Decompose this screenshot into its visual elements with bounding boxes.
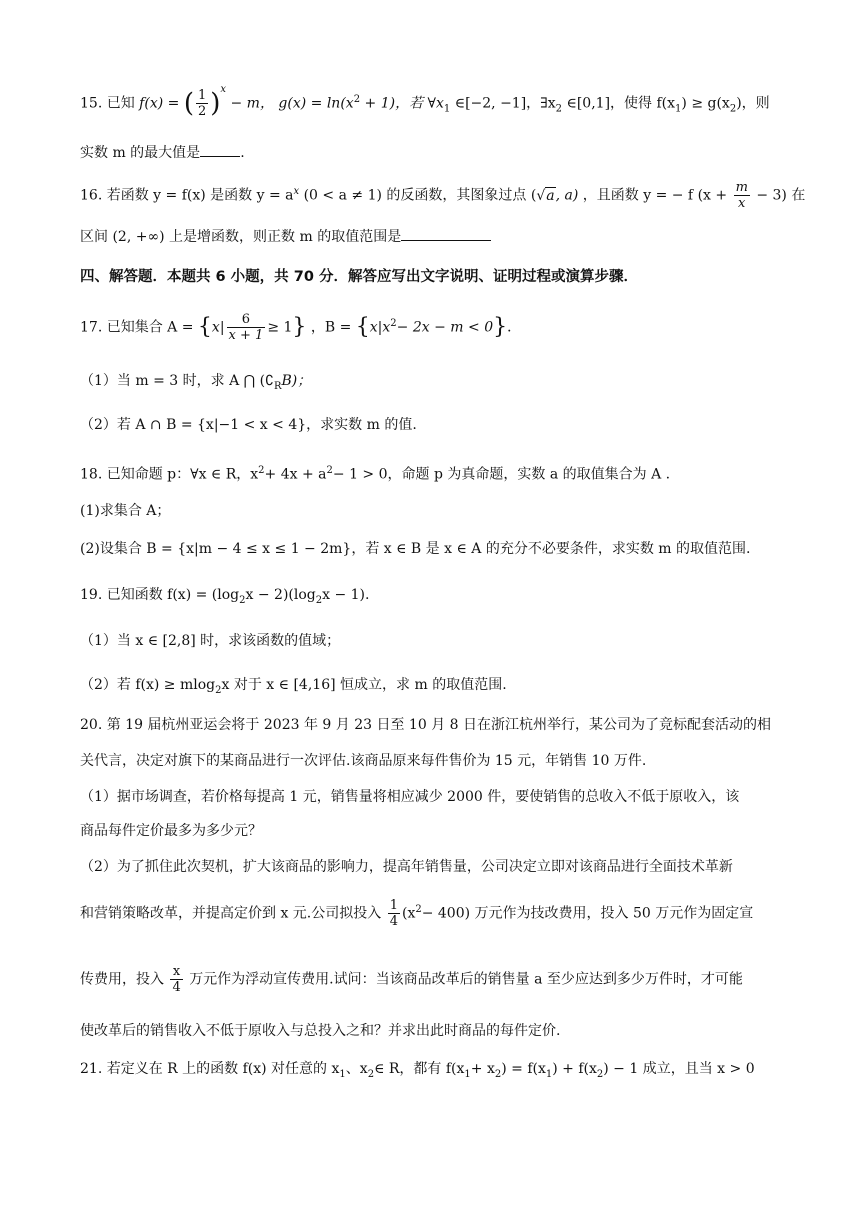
q17-text: B)；: [281, 373, 312, 389]
q15-f-expr: f(x) =: [139, 95, 180, 112]
subscript: 2: [315, 594, 323, 606]
brace-close: }: [493, 314, 508, 340]
frac-denominator: 4: [389, 914, 398, 929]
subscript: 2: [596, 1068, 604, 1080]
question-number: 17.: [80, 319, 103, 336]
q20-line7: [80, 964, 790, 995]
q20-line1: 20. 第 19 届杭州亚运会将于 2023 年 9 月 23 日至 10 月 8 日在浙江杭州举行，某公司为了竞标配套活动的相: [80, 717, 772, 733]
subscript: 2: [215, 684, 222, 696]
q21-text: ) = f(x: [501, 1061, 546, 1077]
q18-text: − 1 > 0，命题 p 为真命题，实数 a 的取值集合为 A .: [332, 466, 671, 483]
q17-text: 已知集合 A =: [106, 319, 194, 336]
q15-text: − m，: [230, 95, 274, 112]
brace-close: }: [292, 314, 307, 340]
q17-fraction: [227, 312, 266, 343]
q20-line8: 使改革后的销售收入不低于原收入与总投入之和？并求出此时商品的每件定价.: [80, 1023, 561, 1039]
exponent: 2: [390, 317, 397, 329]
frac-numerator: 6: [227, 312, 266, 328]
q17-line1: [80, 312, 790, 343]
subscript: 2: [555, 103, 563, 115]
exponent: 2: [353, 93, 361, 105]
section-heading: 四、解答题．本题共 6 小题，共 70 分．解答应写出文字说明、证明过程或演算步骤．: [80, 269, 638, 285]
q17-text: （1）当 m = 3 时，求 A ⋂ (∁: [80, 373, 274, 389]
q15-text: .: [240, 145, 245, 161]
radicand: a: [546, 187, 555, 204]
q19-part2: [80, 674, 790, 702]
brace-open: {: [355, 314, 370, 340]
q20-text: 万元作为浮动宣传费用.试问：当该商品改革后的销售量 a 至少应达到多少万件时，才可能: [189, 971, 743, 988]
q20-text: 和营销策略改革，并提高定价到 x 元.公司拟投入: [80, 905, 382, 922]
exponent: 2: [415, 903, 422, 915]
q16-point: , a): [555, 187, 579, 204]
frac-numerator: x: [170, 964, 182, 980]
frac-denominator: 2: [197, 104, 207, 119]
subscript: 2: [729, 103, 737, 115]
exponent: x: [220, 83, 227, 95]
q20-line4: 商品每件定价最多为多少元？: [80, 823, 262, 839]
q20-line6: [80, 898, 790, 929]
exponent: x: [293, 185, 300, 197]
subscript: R: [273, 380, 282, 392]
q19-text: （2）若 f(x) ≥ mlog: [80, 677, 216, 693]
subscript: 2: [494, 1068, 502, 1080]
q19-line1: [80, 584, 790, 612]
q17-text: ，B =: [310, 319, 352, 336]
exponent: 2: [326, 465, 333, 476]
q15-text: )，则: [736, 95, 770, 112]
paren-open: (: [183, 88, 194, 119]
q16-line2: [80, 226, 790, 248]
q16-point: (: [530, 187, 537, 204]
q16-text: (0 < a ≠ 1) 的反函数，其图象过点: [303, 187, 527, 204]
question-number: 16.: [80, 187, 103, 204]
q21-line1: [80, 1058, 790, 1086]
q18-text: + 4x + a: [264, 466, 327, 483]
q17-part2: （2）若 A ∩ B = {x|−1 < x < 4}，求实数 m 的值.: [80, 417, 417, 433]
q18-part2: (2)设集合 B = {x|m − 4 ≤ x ≤ 1 − 2m}，若 x ∈ B 是 x ∈ A 的充分不必要条件，求实数 m 的取值范围.: [80, 541, 751, 557]
subscript: 1: [675, 103, 682, 115]
q19-text: x 对于 x ∈ [4,16] 恒成立，求 m 的取值范围.: [221, 677, 507, 693]
q20-line2: 关代言，决定对旗下的某商品进行一次评估.该商品原来每件售价为 15 元，年销售 10 万件.: [80, 753, 647, 769]
answer-blank: [401, 226, 491, 241]
q18-part1: (1)求集合 A；: [80, 503, 171, 519]
answer-blank: [200, 142, 240, 157]
q15-line2: [80, 142, 790, 164]
q16-line1: [80, 180, 806, 211]
q15-line1: [80, 83, 790, 120]
q20-text: − 400) 万元作为技改费用，投入 50 万元作为固定宣: [421, 905, 754, 922]
q15-text: ∈[−2, −1]，∃x: [454, 95, 556, 112]
sqrt-symbol: √a: [536, 187, 555, 204]
q20-fraction: [170, 964, 182, 995]
frac-denominator: x + 1: [228, 328, 264, 343]
q17-part1: [80, 370, 790, 398]
q16-text: − 3) 在: [756, 187, 806, 204]
frac-numerator: m: [735, 180, 748, 195]
q18-text: 18. 已知命题 p：∀x ∈ R，x: [80, 466, 259, 483]
frac-denominator: x: [738, 196, 746, 211]
subscript: 1: [339, 1068, 346, 1080]
q21-text: + x: [470, 1061, 495, 1077]
frac-numerator: 1: [197, 88, 207, 103]
q21-text: ∈ R，都有 f(x: [374, 1061, 465, 1077]
q19-text: 19. 已知函数 f(x) = (log: [80, 587, 240, 603]
q15-text: 已知: [106, 95, 135, 112]
q21-text: ) − 1 成立，且当 x > 0: [603, 1061, 755, 1077]
q19-text: x − 2)(log: [245, 587, 316, 603]
q19-part1: （1）当 x ∈ [2,8] 时，求该函数的值域；: [80, 633, 341, 649]
q15-fraction: [196, 88, 208, 119]
exponent: 2: [258, 465, 265, 476]
q21-text: 21. 若定义在 R 上的函数 f(x) 对任意的 x: [80, 1061, 340, 1077]
q21-text: ) + f(x: [552, 1061, 597, 1077]
q21-text: 、x: [345, 1061, 368, 1077]
subscript: 1: [443, 103, 451, 115]
set-a-text: x|: [211, 319, 225, 336]
q15-g-expr: g(x) = ln(x: [278, 95, 354, 112]
subscript: 2: [239, 594, 246, 606]
set-a-text: ≥ 1: [267, 319, 293, 336]
brace-open: {: [197, 314, 212, 340]
q19-text: x − 1).: [322, 587, 370, 603]
frac-denominator: 4: [172, 980, 181, 995]
q20-line3: （1）据市场调查，若价格每提高 1 元，销售量将相应减少 2000 件，要使销售的总收入不低于原收入，该: [80, 789, 740, 805]
q17-text: ．: [507, 319, 522, 336]
question-number: 15.: [80, 95, 103, 112]
q18-line1: [80, 460, 790, 486]
q20-text: (x: [401, 905, 416, 922]
q16-text: 若函数 y = f(x) 是函数 y = a: [106, 187, 294, 204]
q16-fraction: [734, 180, 750, 211]
subscript: 2: [367, 1068, 375, 1080]
set-b-text: − 2x − m < 0: [396, 319, 494, 336]
frac-numerator: 1: [389, 898, 398, 913]
q16-text: ，且函数 y = − f (x +: [582, 187, 728, 204]
subscript: 1: [545, 1068, 553, 1080]
q20-fraction: [388, 898, 400, 929]
q15-text: + 1)，若 ∀x: [364, 95, 444, 112]
q15-text: 实数 m 的最大值是: [80, 145, 201, 161]
paren-close: ): [210, 88, 221, 119]
q20-text: 传费用，投入: [80, 971, 164, 988]
q15-text: ) ≥ g(x: [681, 95, 730, 112]
q16-text: 区间 (2, +∞) 上是增函数，则正数 m 的取值范围是: [80, 229, 402, 245]
set-b-text: x|x: [369, 319, 391, 336]
subscript: 1: [464, 1068, 471, 1080]
q15-text: ∈[0,1]，使得 f(x: [566, 95, 676, 112]
q20-line5: （2）为了抓住此次契机，扩大该商品的影响力，提高年销售量，公司决定立即对该商品进行全面技术革新: [80, 859, 733, 875]
